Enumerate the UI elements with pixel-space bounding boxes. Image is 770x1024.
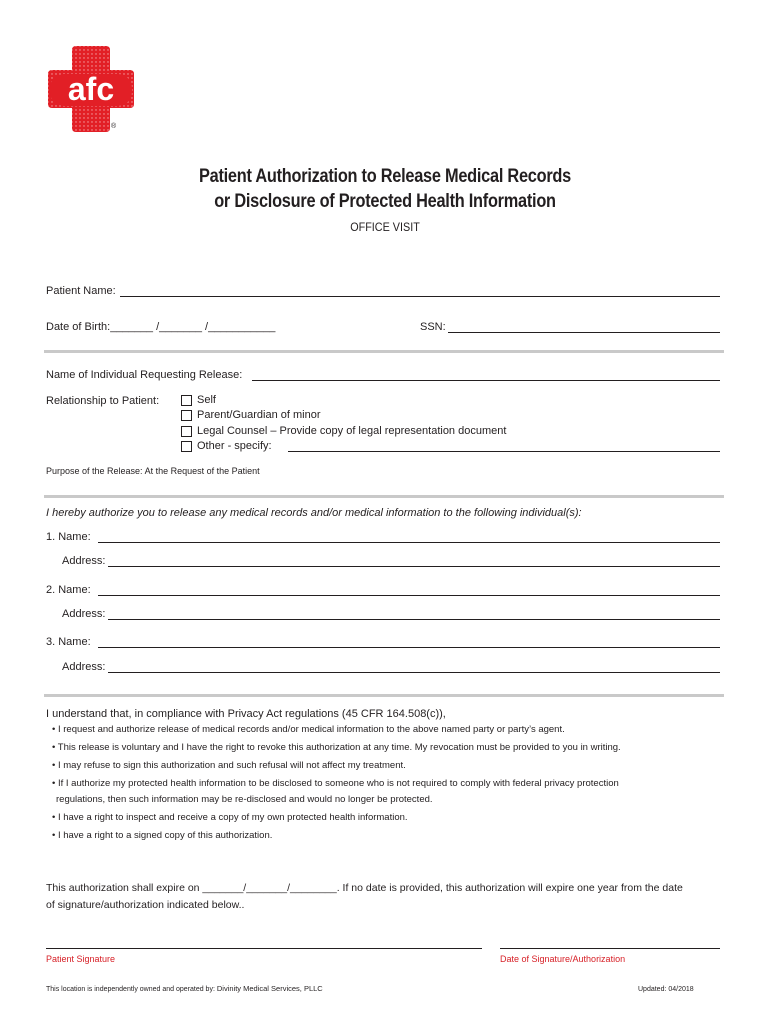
recipient-1-name-label: 1. Name: xyxy=(46,531,91,543)
other-checkbox[interactable] xyxy=(181,441,192,452)
recipient-2-address-label: Address: xyxy=(62,608,106,620)
footer-owner-name: Divinity Medical Services, PLLC xyxy=(216,984,323,993)
understand-intro: I understand that, in compliance with Privacy Act regulations (45 CFR 164.508(c)), xyxy=(46,708,446,720)
date-of-birth-field[interactable]: Date of Birth:_______ /_______ /___________ xyxy=(46,321,276,333)
understand-bullet-continuation: regulations, then such information may be re-disclosed and would no longer be protected. xyxy=(56,794,433,805)
expiry-text-line1: This authorization shall expire on _______/_______/________. If no date is provided, this authorization will expire one year from the date xyxy=(46,882,683,894)
legal-counsel-checkbox[interactable] xyxy=(181,426,192,437)
recipient-1-name-field[interactable] xyxy=(98,542,720,543)
signature-date-label: Date of Signature/Authorization xyxy=(500,954,626,964)
understand-bullet: • This release is voluntary and I have the right to revoke this authorization at any time. My revocation must be provided to you in writing. xyxy=(52,742,621,753)
recipient-2-address-field[interactable] xyxy=(108,619,720,620)
footer-ownership xyxy=(46,984,323,993)
form-subtitle: OFFICE VISIT xyxy=(350,220,420,234)
section-divider xyxy=(44,495,724,498)
requester-name-label: Name of Individual Requesting Release: xyxy=(46,369,243,381)
form-title-line1: Patient Authorization to Release Medical Records xyxy=(198,166,571,187)
afc-cross-logo xyxy=(46,44,136,134)
expiry-text-line2: of signature/authorization indicated below.. xyxy=(46,899,245,911)
option-legal-counsel: Legal Counsel – Provide copy of legal representation document xyxy=(197,425,507,437)
patient-name-label: Patient Name: xyxy=(46,285,116,297)
understand-bullet: • If I authorize my protected health information to be disclosed to someone who is not required to comply with federal privacy protection xyxy=(52,778,619,789)
svg-text:afc: afc xyxy=(67,71,115,107)
signature-date-field[interactable] xyxy=(500,948,720,949)
requester-name-field[interactable] xyxy=(252,380,720,381)
understand-bullet: • I request and authorize release of medical records and/or medical information to the above named party or party’s agent. xyxy=(52,724,565,735)
footer-updated: Updated: 04/2018 xyxy=(638,986,694,993)
recipient-2-name-field[interactable] xyxy=(98,595,720,596)
registered-mark: ® xyxy=(111,123,117,130)
recipient-3-name-field[interactable] xyxy=(98,647,720,648)
recipient-1-address-label: Address: xyxy=(62,555,106,567)
section-divider xyxy=(44,350,724,353)
ssn-label: SSN: xyxy=(420,321,446,333)
option-guardian: Parent/Guardian of minor xyxy=(197,409,321,421)
patient-signature-label: Patient Signature xyxy=(46,954,116,964)
understand-bullet: • I may refuse to sign this authorization and such refusal will not affect my treatment. xyxy=(52,760,406,771)
ssn-field[interactable] xyxy=(448,332,720,333)
understand-bullet: • I have a right to inspect and receive a copy of my own protected health information. xyxy=(52,812,408,823)
form-title-line2: or Disclosure of Protected Health Information xyxy=(214,191,556,212)
understand-bullet: • I have a right to a signed copy of this authorization. xyxy=(52,830,273,841)
purpose-text: Purpose of the Release: At the Request of the Patient xyxy=(46,466,260,476)
section-divider xyxy=(44,694,724,697)
recipient-3-name-label: 3. Name: xyxy=(46,636,91,648)
patient-name-field[interactable] xyxy=(120,296,720,297)
footer-ownership-text: This location is independently owned and operated by: xyxy=(46,986,215,993)
option-self: Self xyxy=(197,394,216,406)
recipient-3-address-field[interactable] xyxy=(108,672,720,673)
patient-signature-field[interactable] xyxy=(46,948,482,949)
option-other: Other - specify: xyxy=(197,440,272,452)
recipient-1-address-field[interactable] xyxy=(108,566,720,567)
recipient-2-name-label: 2. Name: xyxy=(46,584,91,596)
relationship-label: Relationship to Patient: xyxy=(46,395,160,407)
afc-logo xyxy=(46,44,136,134)
recipient-3-address-label: Address: xyxy=(62,661,106,673)
guardian-checkbox[interactable] xyxy=(181,410,192,421)
release-intro: I hereby authorize you to release any medical records and/or medical information to the following individual(s): xyxy=(46,507,582,519)
self-checkbox[interactable] xyxy=(181,395,192,406)
other-specify-field[interactable] xyxy=(288,451,720,452)
